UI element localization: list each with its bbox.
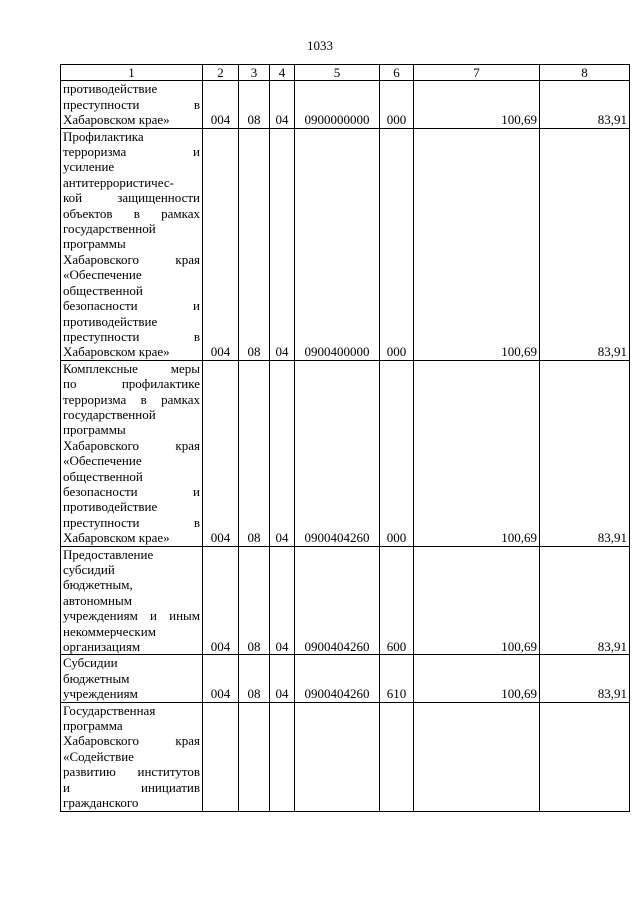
cell-col-3: 08 [239,546,270,655]
cell-col-7: 100,69 [414,81,540,128]
row-name-line: противодействие [63,81,158,97]
row-name-line: государственной [63,406,156,422]
row-name-line: программы [63,422,126,438]
cell-col-8: 83,91 [540,128,630,360]
row-name-line: гражданского [63,795,139,811]
row-name-line: некоммерческим [63,623,156,639]
row-name-line: организациям [63,639,141,655]
row-name-line: учреждениям [63,686,138,702]
column-header-3: 3 [239,65,270,81]
cell-col-7: 100,69 [414,546,540,655]
row-name-cell [61,360,203,546]
row-name-line: преступности в [63,328,200,344]
cell-col-6: 610 [380,655,414,702]
cell-col-5: 0900404260 [295,546,380,655]
cell-col-4 [270,702,295,811]
column-header-7: 7 [414,65,540,81]
cell-col-3: 08 [239,81,270,128]
cell-col-8: 83,91 [540,360,630,546]
table-row [61,546,630,655]
row-name-line: общественной [63,468,143,484]
row-name-line: Хабаровского края [63,437,200,453]
cell-col-2: 004 [203,546,239,655]
row-name-cell [61,81,203,128]
cell-col-3: 08 [239,360,270,546]
row-name-line: учреждениям и иным [63,608,200,624]
cell-col-8: 83,91 [540,81,630,128]
row-name-line: противодействие [63,499,158,515]
row-name-line: бюджетным, [63,577,133,593]
cell-col-4: 04 [270,360,295,546]
row-name-line: Хабаровского края [63,733,200,749]
cell-col-7 [414,702,540,811]
cell-col-2: 004 [203,128,239,360]
row-name-cell [61,702,203,811]
table-row [61,702,630,811]
cell-col-7: 100,69 [414,360,540,546]
row-name-line: усиление [63,159,115,175]
row-name-line: Государственная [63,702,156,718]
row-name-line: Субсидии [63,655,118,671]
cell-col-2 [203,702,239,811]
row-name-line: безопасности и [63,298,200,314]
cell-col-6: 600 [380,546,414,655]
budget-table [60,64,630,812]
row-name-line: антитеррористичес- [63,174,174,190]
column-header-4: 4 [270,65,295,81]
row-name-line: и инициатив [63,779,200,795]
row-name-line: субсидий [63,562,115,577]
row-name-line: преступности в [63,96,200,112]
row-name-line: преступности в [63,514,200,530]
row-name-line: терроризма в рамках [63,391,200,407]
row-name-line: безопасности и [63,483,200,499]
cell-col-5: 0900000000 [295,81,380,128]
row-name-cell [61,655,203,702]
row-name-line: «Обеспечение [63,453,142,469]
cell-col-4: 04 [270,128,295,360]
page-number: 1033 [307,38,333,53]
cell-col-6: 000 [380,360,414,546]
cell-col-5: 0900404260 [295,360,380,546]
cell-col-7: 100,69 [414,655,540,702]
row-name-line: противодействие [63,313,158,329]
table-row [61,128,630,360]
row-name-line: автономным [63,592,132,608]
cell-col-6: 000 [380,81,414,128]
row-name-cell [61,128,203,360]
row-name-line: по профилактике [63,376,200,392]
row-name-line: Хабаровского края [63,251,200,267]
cell-col-3: 08 [239,128,270,360]
row-name-line: программы [63,236,126,252]
cell-col-3 [239,702,270,811]
row-name-line: общественной [63,282,143,298]
cell-col-3: 08 [239,655,270,702]
column-header-row [61,65,630,81]
row-name-line: «Обеспечение [63,267,142,283]
row-name-line: терроризма и [63,144,200,160]
cell-col-5 [295,702,380,811]
row-name-line: Хабаровском крае» [63,530,170,546]
row-name-line: «Содействие [63,748,134,764]
cell-col-8: 83,91 [540,655,630,702]
column-header-6: 6 [380,65,414,81]
cell-col-2: 004 [203,655,239,702]
column-header-2: 2 [203,65,239,81]
column-header-5: 5 [295,65,380,81]
cell-col-2: 004 [203,360,239,546]
cell-col-8: 83,91 [540,546,630,655]
cell-col-4: 04 [270,81,295,128]
column-header-1: 1 [61,65,203,81]
row-name-line: Комплексные меры [63,360,200,376]
row-name-line: бюджетным [63,670,130,686]
table-row [61,360,630,546]
cell-col-8 [540,702,630,811]
row-name-line: программа [63,718,123,734]
cell-col-4: 04 [270,546,295,655]
table-body [61,81,630,811]
cell-col-5: 0900404260 [295,655,380,702]
table-row [61,81,630,128]
column-header-8: 8 [540,65,630,81]
cell-col-6 [380,702,414,811]
table-row [61,655,630,702]
row-name-line: Предоставление [63,546,154,562]
row-name-line: государственной [63,221,156,237]
cell-col-7: 100,69 [414,128,540,360]
cell-col-4: 04 [270,655,295,702]
row-name-line: Профилактика [63,128,144,144]
row-name-line: Хабаровском крае» [63,344,170,360]
cell-col-6: 000 [380,128,414,360]
cell-col-2: 004 [203,81,239,128]
row-name-line: объектов в рамках [63,205,200,221]
row-name-line: кой защищенности [63,190,200,206]
cell-col-5: 0900400000 [295,128,380,360]
row-name-cell [61,546,203,655]
row-name-line: Хабаровском крае» [63,112,170,128]
row-name-line: развитию институтов [63,764,200,780]
